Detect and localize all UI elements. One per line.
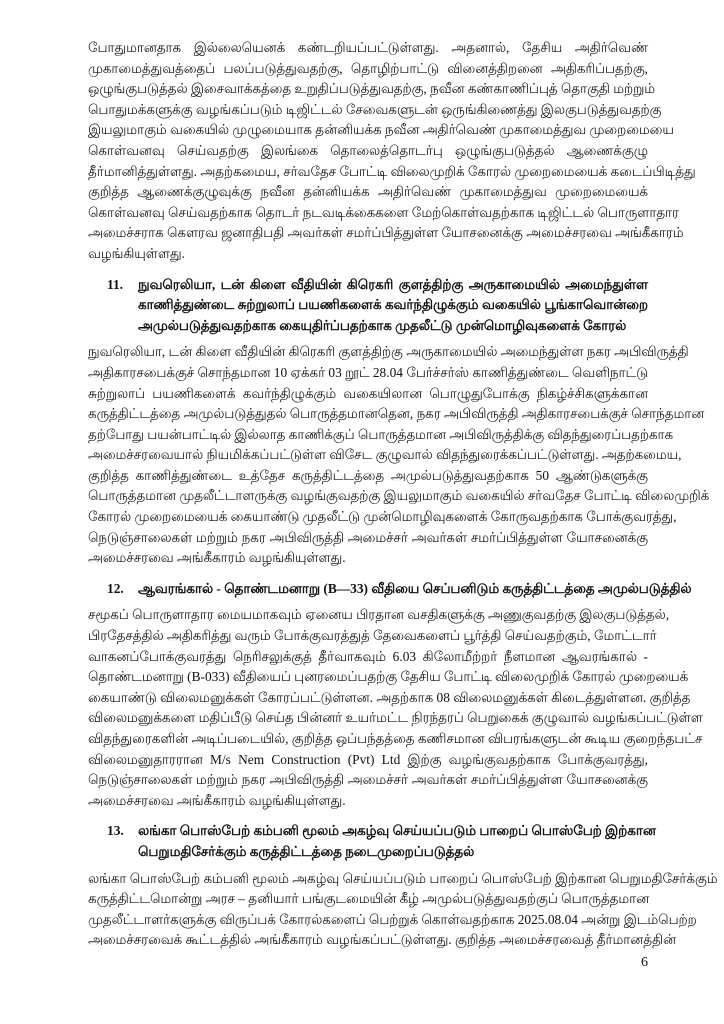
text-line: தீர்மானித்துள்ளது. அதற்கமைய, சர்வதேச போட்டி விலைமுறிக் கோரல் முறைமையைக் கடைப்பிடித்து xyxy=(88,163,696,179)
section-12-heading xyxy=(107,579,692,600)
text-line: விதந்துரைகளின் அடிப்படையில், குறித்த ஒப்பந்தத்தை கணிசமான விபரங்களுடன் கூடிய குறைந்தபட்ச xyxy=(88,731,703,746)
text-line: முகாமைத்துவத்தைப் பலப்படுத்துவதற்கு, தொழிற்பாட்டு வினைத்திறனை அதிகரிப்பதற்கு, xyxy=(88,60,648,76)
text-line: கோரல் முறைமையைக் கையாண்டு முதலீட்டு முன்மொழிவுகளைக் கோருவதற்காக போக்குவரத்து, xyxy=(88,509,677,525)
text-line: நெடுஞ்சாலைகள் மற்றும் நகர அபிவிருத்தி அமைச்சர் அவர்கள் சமர்ப்பித்துள்ள யோசனைக்கு xyxy=(88,772,648,788)
text-line: காணித்துண்டை சுற்றுலாப் பயணிகளைக் கவர்ந்திழுக்கும் வகையில் பூங்காவொன்றை xyxy=(138,297,648,313)
text-line: குறித்த ஆணைக்குழுவுக்கு நவீன தன்னியக்க அதிர்வெண் முகாமைத்துவ முறைமையைக் xyxy=(88,184,648,200)
text-line: அமைச்சராக கௌரவ ஜனாதிபதி அவர்கள் சமர்ப்பித்துள்ள யோசனைக்கு அமைச்சரவை அங்கீகாரம் xyxy=(88,225,684,241)
text-line: கொள்வனவு செய்வதற்கு இலங்கை தொலைத்தொடர்பு ஒழுங்குபடுத்தல் ஆணைக்குழு xyxy=(88,142,648,158)
text-line: அதிகாரசபைக்குச் சொந்தமான 10 ஏக்கர் 03 றூட் 28.04 பேர்ச்சர்ஸ் காணித்துண்டை வெளிநாட்டு xyxy=(88,364,649,380)
text-line: அமைச்சரவைக் கூட்டத்தில் அங்கீகாரம் வழங்கப்பட்டுள்ளது. குறித்த அமைச்சரவைத் தீர்மானத்தின் xyxy=(88,932,676,948)
section-number: 11. xyxy=(107,276,123,292)
text-line: அமைச்சரவையால் நியமிக்கப்பட்டுள்ள விசேட குழுவால் விதந்துரைக்கப்பட்டுள்ளது. அதற்கமைய, xyxy=(88,447,682,463)
text-line: லங்கா பொஸ்பேற் கம்பனி மூலம் அகழ்வு செய்யப்படும் பாறைப் பொஸ்பேற் இற்கான xyxy=(138,823,656,839)
text-line: பிரதேசத்தில் அதிகரித்து வரும் போக்குவரத்துத் தேவைகளைப் பூர்த்தி செய்வதற்கும், மோட்டார் xyxy=(88,628,657,644)
text-line: நுவரெலியா, டன் கிளை வீதியின் கிரெகரி குளத்திற்கு அருகாமையில் அமைந்துள்ள நகர அபிவிருத்தி xyxy=(88,344,689,360)
text-line: விலைமனுக்களை மதிப்பீடு செய்த பின்னர் உயர்மட்ட நிரந்தரப் பெறுகைக் குழுவால் வழங்கப்பட்டுள்ள xyxy=(88,710,703,726)
text-line: கையாண்டு விலைமனுக்கள் கோரப்பட்டுள்ளன. அதற்காக 08 விலைமனுக்கள் கிடைத்துள்ளன. குறித்த xyxy=(88,689,691,705)
document-page xyxy=(88,38,718,973)
text-line: தற்போது பயன்பாட்டில் இல்லாத காணிக்குப் பொருத்தமான அபிவிருத்திக்கு விதந்துரைப்பதற்காக xyxy=(88,426,674,442)
text-line: வழங்கியுள்ளது. xyxy=(88,245,185,261)
text-line: லங்கா பொஸ்பேற் கம்பனி மூலம் அகழ்வு செய்யப்படும் பாறைப் பொஸ்பேற் இற்கான பெறுமதிசேர்க்கும் xyxy=(88,870,718,886)
text-line: சமூகப் பொருளாதார மையமாகவும் ஏனைய பிரதான வசதிகளுக்கு அணுகுவதற்கு இலகுபடுத்தல், xyxy=(88,607,670,623)
section-11-body xyxy=(88,342,710,569)
text-line: அமுல்படுத்துவதற்காக கையுதிர்ப்பதற்காக முதலீட்டு முன்மொழிவுகளைக் கோரல் xyxy=(138,317,627,333)
text-line: பெறுமதிசேர்க்கும் கருத்திட்டத்தை நடைமுறைப்படுத்தல் xyxy=(138,843,475,859)
text-line: கொள்வனவு செய்வதற்காக தொடர் நடவடிக்கைகளை மேற்கொள்வதற்காக டிஜிட்டல் பொருளாதார xyxy=(88,204,679,220)
text-line: கருத்திட்டமொன்று அரச – தனியார் பங்குடமையின் கீழ் அமுல்படுத்துவதற்குப் பொருத்தமான xyxy=(88,891,650,907)
page-number: 6 xyxy=(641,954,648,970)
section-number: 13. xyxy=(107,823,124,839)
text-line: பொதுமக்களுக்கு வழங்கப்படும் டிஜிட்டல் சேவைகளுடன் ஒருங்கிணைத்து இலகுபடுத்துவதற்கு xyxy=(88,101,662,117)
text-line: ஒழுங்குபடுத்தல் இசைவாக்கத்தை உறுதிப்படுத்துவதற்கு, நவீன கண்காணிப்புத் தொகுதி மற்றும் xyxy=(88,81,656,97)
section-13-body xyxy=(88,869,718,951)
text-line: வாகனப்போக்குவரத்து நெரிசலுக்குத் தீர்வாகவும் 6.03 கிலோமீற்றர் நீளமான ஆவரங்கால் - xyxy=(88,648,648,664)
text-line: தொண்டமனாறு (B-033) வீதியைப் புனரமைப்பதற்கு தேசிய போட்டி விலைமுறிக் கோரல் முறையைக் xyxy=(88,669,689,685)
section-number: 12. xyxy=(107,580,124,596)
text-line: முதலீட்டாளர்களுக்கு விருப்பக் கோரல்களைப் பெற்றுக் கொள்வதற்காக 2025.08.04 அன்று இடம்பெற்ற xyxy=(88,911,697,927)
text-line: ஆவரங்கால் - தொண்டமனாறு (B—33) வீதியை செப்பனிடும் கருத்திட்டத்தை அமுல்படுத்தில் xyxy=(138,580,692,596)
text-line: நெடுஞ்சாலைகள் மற்றும் நகர அபிவிருத்தி அமைச்சர் அவர்கள் சமர்ப்பித்துள்ள யோசனைக்கு xyxy=(88,529,648,545)
text-line: விலைமனுதாரரான M/s Nem Construction (Pvt) Ltd இற்கு வழங்குவதற்காக போக்குவரத்து, xyxy=(88,751,648,767)
text-line: நுவரெலியா, டன் கிளை வீதியின் கிரெகரி குளத்திற்கு அருகாமையில் அமைந்துள்ள xyxy=(138,276,648,292)
text-line: பொருத்தமான முதலீட்டாளருக்கு வழங்குவதற்கு இயலுமாகும் வகையில் சர்வதேச போட்டி விலைமுறிக் xyxy=(88,488,710,504)
text-line: இயலுமாகும் வகையில் முழுமையாக தன்னியக்க நவீன அதிர்வெண் முகாமைத்துவ முறைமையை xyxy=(88,122,674,138)
section-13-heading xyxy=(107,821,656,862)
text-line: போதுமானதாக இல்லையெனக் கண்டறியப்பட்டுள்ளது. அதனால், தேசிய அதிர்வெண் xyxy=(88,40,648,55)
text-line: குறித்த காணித்துண்டை உத்தேச கருத்திட்டத்தை அமுல்படுத்துவதற்காக 50 ஆண்டுகளுக்கு xyxy=(88,467,648,483)
section-12-body xyxy=(88,605,703,811)
text-line: சுற்றுலாப் பயணிகளைக் கவர்ந்திழுக்கும் வகையிலான பொழுதுபோக்கு நிகழ்ச்சிகளுக்கான xyxy=(88,385,648,401)
section-11-heading xyxy=(107,275,648,337)
text-line: அமைச்சரவை அங்கீகாரம் வழங்கியுள்ளது. xyxy=(88,792,346,808)
text-line: அமைச்சரவை அங்கீகாரம் வழங்கியுள்ளது. xyxy=(88,550,346,566)
text-line: கருத்திட்டத்தை அமுல்படுத்துதல் பொருத்தமானதென, நகர அபிவிருத்தி அதிகாரசபைக்குச் சொந்தமான xyxy=(88,406,705,422)
paragraph-continued xyxy=(88,38,696,265)
